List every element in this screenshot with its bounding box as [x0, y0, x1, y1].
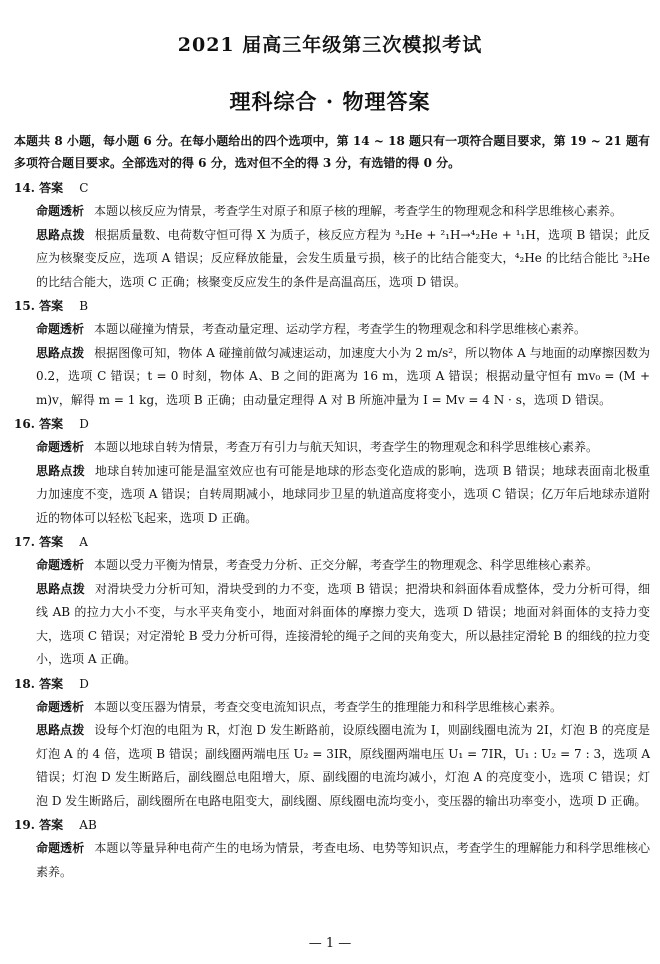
answer-label: 答案	[39, 417, 64, 431]
analysis-paragraph	[14, 318, 650, 342]
question-number: 19.	[14, 818, 35, 832]
hint-label: 思路点拨	[36, 581, 85, 596]
answer-value: D	[79, 417, 89, 431]
answer-label: 答案	[39, 535, 64, 549]
analysis-text: 本题以碰撞为情景，考查动量定理、运动学方程，考查学生的物理观念和科学思维核心素养。	[94, 322, 587, 336]
hint-text: 根据质量数、电荷数守恒可得 X 为质子，核反应方程为 ³₂He + ²₁H→⁴₂He + ¹₁H，选项 B 错误；此反应为核聚变反应，选项 A 错误；反应释放能量，会发生质量亏损，核子的比结合能变大，⁴₂He 的比结合能比 ³₂He 的比结合能大，选项 C 正确；核聚变反应发生的条件是高温高压，选项 D 错误。	[36, 227, 650, 289]
hint-paragraph	[14, 578, 650, 672]
analysis-label: 命题透析	[36, 558, 85, 572]
hint-paragraph	[14, 224, 650, 295]
analysis-paragraph	[14, 837, 650, 884]
hint-label: 思路点拨	[36, 227, 85, 242]
analysis-paragraph	[14, 436, 650, 460]
question-header	[14, 813, 650, 837]
analysis-text: 本题以地球自转为情景，考查万有引力与航天知识，考查学生的物理观念和科学思维核心素养。	[94, 440, 599, 454]
page-number: — 1 —	[308, 936, 352, 951]
page-content	[14, 130, 650, 884]
answer-value: B	[79, 299, 89, 313]
hint-label: 思路点拨	[36, 345, 85, 360]
question-number: 14.	[14, 181, 35, 195]
exam-subtitle: 理科综合 · 物理答案	[229, 89, 431, 114]
analysis-paragraph	[14, 200, 650, 224]
question-number: 18.	[14, 676, 35, 691]
analysis-label: 命题透析	[36, 699, 85, 714]
question-14	[14, 176, 650, 294]
question-number: 17.	[14, 535, 35, 549]
hint-text: 对滑块受力分析可知，滑块受到的力不变，选项 B 错误；把滑块和斜面体看成整体，受力分析可得，细线 AB 的拉力大小不变，与水平夹角变小，地面对斜面体的摩擦力变大，选项 D 错误；地面对斜面体的支持力变大，选项 C 错误；对定滑轮 B 受力分析可得，连接滑轮的绳子之间的夹角变大，所以悬挂定滑轮 B 的细线的拉力变小，选项 A 正确。	[36, 581, 650, 666]
analysis-label: 命题透析	[36, 440, 85, 454]
answer-value: D	[79, 676, 89, 691]
hint-paragraph	[14, 460, 650, 531]
analysis-paragraph	[14, 554, 650, 578]
analysis-text: 本题以等量异种电荷产生的电场为情景，考查电场、电势等知识点，考查学生的理解能力和科学思维核心素养。	[36, 841, 650, 879]
hint-label: 思路点拨	[36, 723, 85, 737]
question-16	[14, 412, 650, 530]
question-header	[14, 412, 650, 436]
question-header	[14, 530, 650, 554]
answer-label: 答案	[39, 818, 64, 832]
exam-title: 2021 届高三年级第三次模拟考试	[177, 34, 483, 56]
hint-paragraph	[14, 342, 650, 413]
analysis-label: 命题透析	[36, 204, 85, 218]
hint-text: 根据图像可知，物体 A 碰撞前做匀减速运动，加速度大小为 2 m/s²，所以物体 A 与地面的动摩擦因数为 0.2，选项 C 错误；t = 0 时刻，物体 A、B 之间的距离为 16 m，选项 A 错误；根据动量守恒有 mv₀ = (M + m)v，解得 m = 1 kg，选项 B 正确；由动量定理得 A 对 B 所施冲量为 I = Mv = 4 N · s，选项 D 错误。	[36, 345, 650, 407]
analysis-text: 本题以受力平衡为情景，考查受力分析、正交分解，考查学生的物理观念、科学思维核心素养。	[94, 558, 599, 572]
question-number: 15.	[14, 299, 35, 313]
question-17	[14, 530, 650, 672]
analysis-paragraph	[14, 696, 650, 720]
analysis-text: 本题以变压器为情景，考查交变电流知识点，考查学生的推理能力和科学思维核心素养。	[94, 699, 563, 714]
question-header	[14, 672, 650, 696]
analysis-text: 本题以核反应为情景，考查学生对原子和原子核的理解，考查学生的物理观念和科学思维核心素养。	[94, 204, 623, 218]
hint-text: 地球自转加速可能是温室效应也有可能是地球的形态变化造成的影响，选项 B 错误；地球表面南北极重力加速度不变，选项 A 错误；自转周期减小，地球同步卫星的轨道高度将变小，选项 C 错误；亿万年后地球赤道附近的物体可以轻松飞起来，选项 D 正确。	[36, 463, 650, 525]
hint-text: 设每个灯泡的电阻为 R，灯泡 D 发生断路前，设原线圈电流为 I，则副线圈电流为 2I，灯泡 B 的亮度是灯泡 A 的 4 倍，选项 B 错误；副线圈两端电压 U₂ = 3IR，原线圈两端电压 U₁ = 7IR，U₁ : U₂ = 7 : 3，选项 A 错误；灯泡 D 发生断路后，副线圈总电阻增大，原、副线圈的电流均减小，灯泡 A 的亮度变小，选项 C 错误；灯泡 D 发生断路后，副线圈所在电路电阻变大，副线圈、原线圈电流均变小，变压器的输出功率变小，选项 D 正确。	[36, 723, 650, 808]
analysis-label: 命题透析	[36, 841, 85, 855]
question-header	[14, 294, 650, 318]
answer-label: 答案	[39, 299, 64, 313]
answer-label: 答案	[39, 676, 64, 691]
hint-paragraph	[14, 719, 650, 813]
answer-value: C	[79, 181, 89, 195]
question-18	[14, 672, 650, 814]
hint-label: 思路点拨	[36, 463, 85, 478]
question-15	[14, 294, 650, 412]
question-19	[14, 813, 650, 884]
question-header	[14, 176, 650, 200]
answer-value: A	[79, 535, 88, 549]
answer-value: AB	[79, 818, 97, 832]
answer-label: 答案	[39, 181, 64, 195]
question-number: 16.	[14, 417, 35, 431]
section-instructions: 本题共 8 小题，每小题 6 分。在每小题给出的四个选项中，第 14 ~ 18 题只有一项符合题目要求，第 19 ~ 21 题有多项符合题目要求。全部选对的得 6 分，选对但不全的得 3 分，有选错的得 0 分。	[14, 134, 650, 170]
analysis-label: 命题透析	[36, 322, 85, 336]
